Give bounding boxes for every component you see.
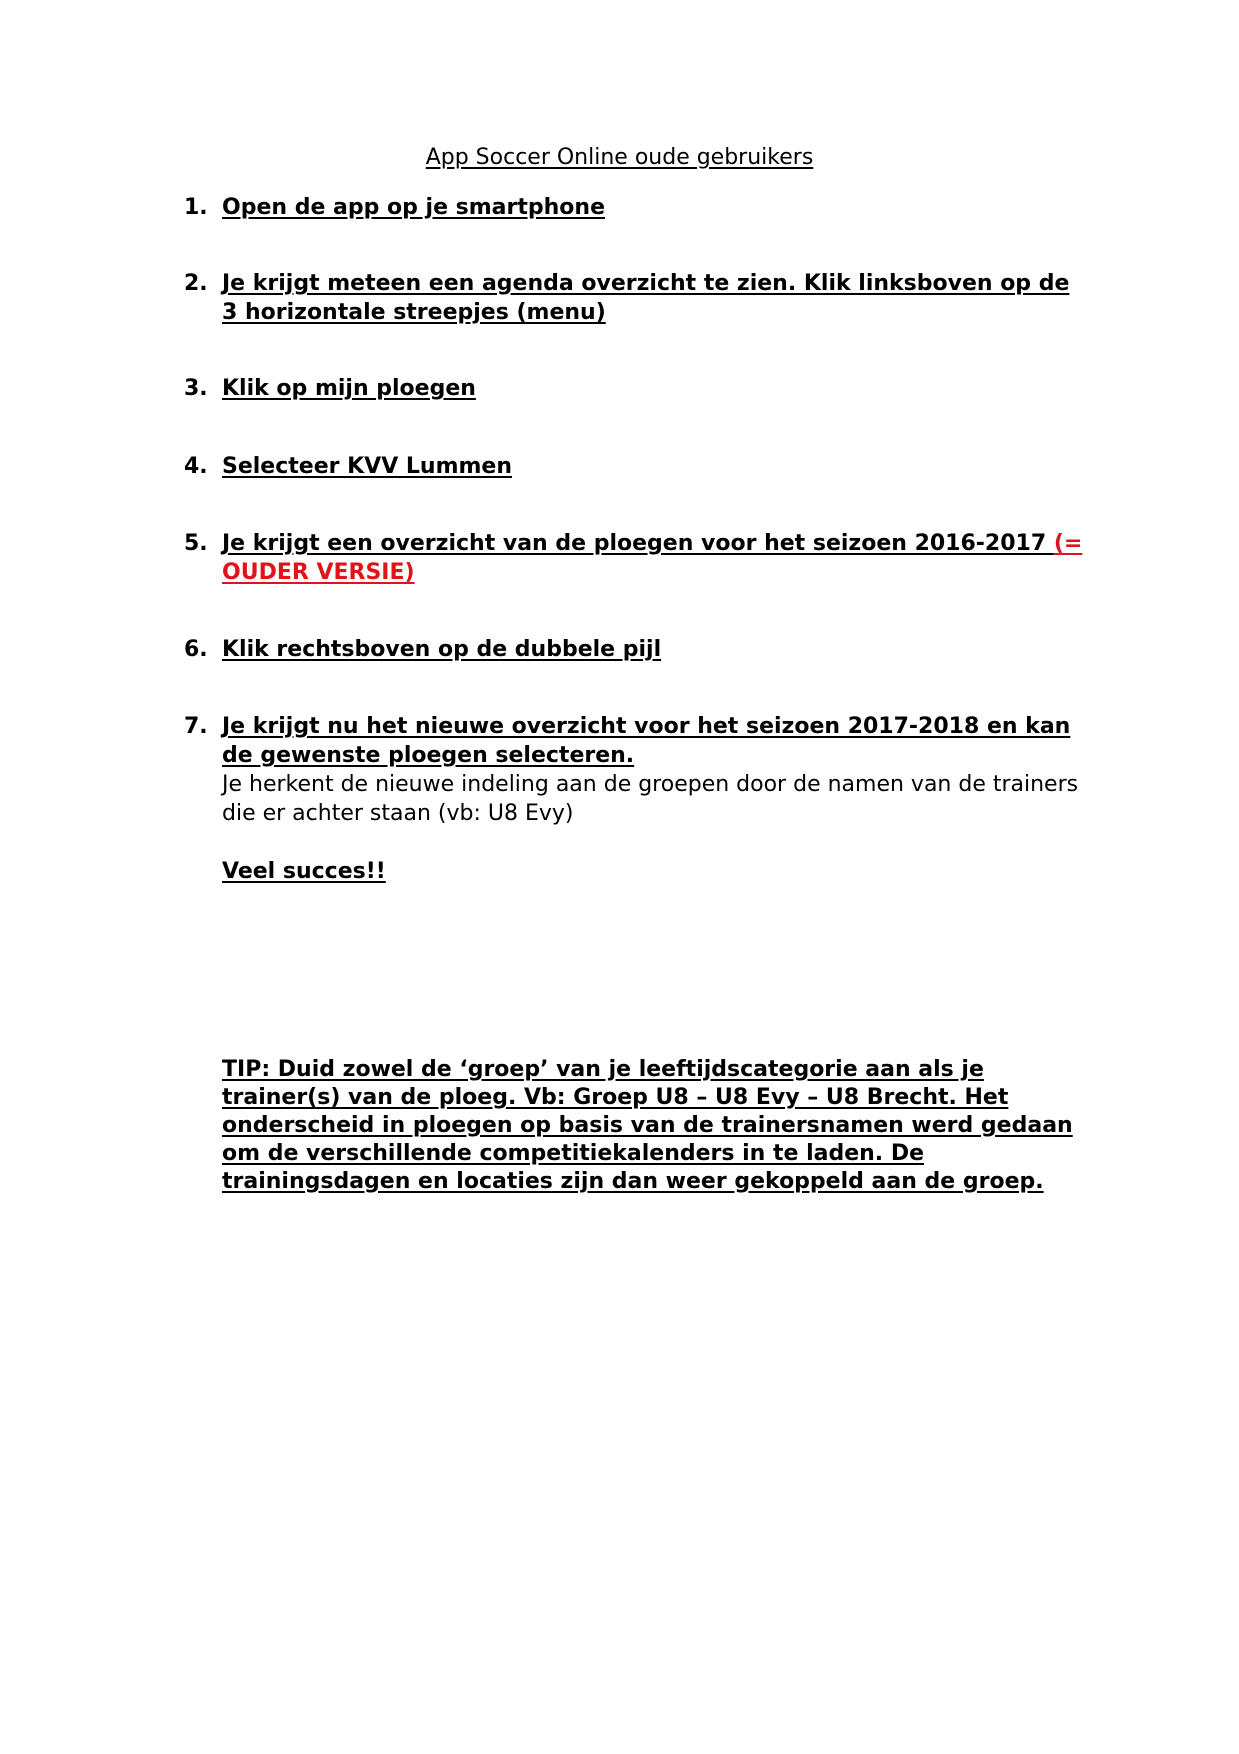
step-text: Je krijgt een overzicht van de ploegen voor het seizoen 2016-2017 xyxy=(222,531,1054,556)
step-2 xyxy=(184,269,1084,327)
closing-text: Veel succes!! xyxy=(222,859,386,884)
step-number: 2. xyxy=(184,271,208,296)
old-version-highlight: (= OUDER VERSIE) xyxy=(222,531,1083,585)
step-text: Klik op mijn ploegen xyxy=(222,376,476,401)
step-3 xyxy=(184,374,1084,403)
step-number: 5. xyxy=(184,531,208,556)
tip-paragraph: TIP: Duid zowel de ‘groep’ van je leeftijdscategorie aan als je trainer(s) van de ploeg. Vb: Groep U8 – U8 Evy – U8 Brecht. Het onderscheid in ploegen op basis van de trainersnamen werd gedaan om de verschillende competitiekalenders in te laden. De trainingsdagen en locaties zijn dan weer gekoppeld aan de groep. xyxy=(222,1057,1073,1194)
step-number: 6. xyxy=(184,637,208,662)
step-text: Selecteer KVV Lummen xyxy=(222,454,513,479)
step-number: 3. xyxy=(184,376,208,401)
step-number: 4. xyxy=(184,454,208,479)
step-text: Je krijgt meteen een agenda overzicht te zien. Klik linksboven op de 3 horizontale streepjes (menu) xyxy=(222,271,1070,325)
step-5 xyxy=(184,529,1084,587)
document-title: App Soccer Online oude gebruikers xyxy=(425,145,814,170)
step-7 xyxy=(184,712,1084,828)
step-6 xyxy=(184,635,1084,664)
step-number: 1. xyxy=(184,195,208,220)
step-text: Klik rechtsboven op de dubbele pijl xyxy=(222,637,662,662)
step-text: Je krijgt nu het nieuwe overzicht voor het seizoen 2017-2018 en kan de gewenste ploegen selecteren. xyxy=(222,714,1071,768)
step-number: 7. xyxy=(184,714,208,739)
step-explanation: Je herkent de nieuwe indeling aan de groepen door de namen van de trainers die er achter staan (vb: U8 Evy) xyxy=(222,772,1079,826)
step-text: Open de app op je smartphone xyxy=(222,195,606,220)
step-4 xyxy=(184,452,1084,481)
step-1 xyxy=(184,193,1084,222)
